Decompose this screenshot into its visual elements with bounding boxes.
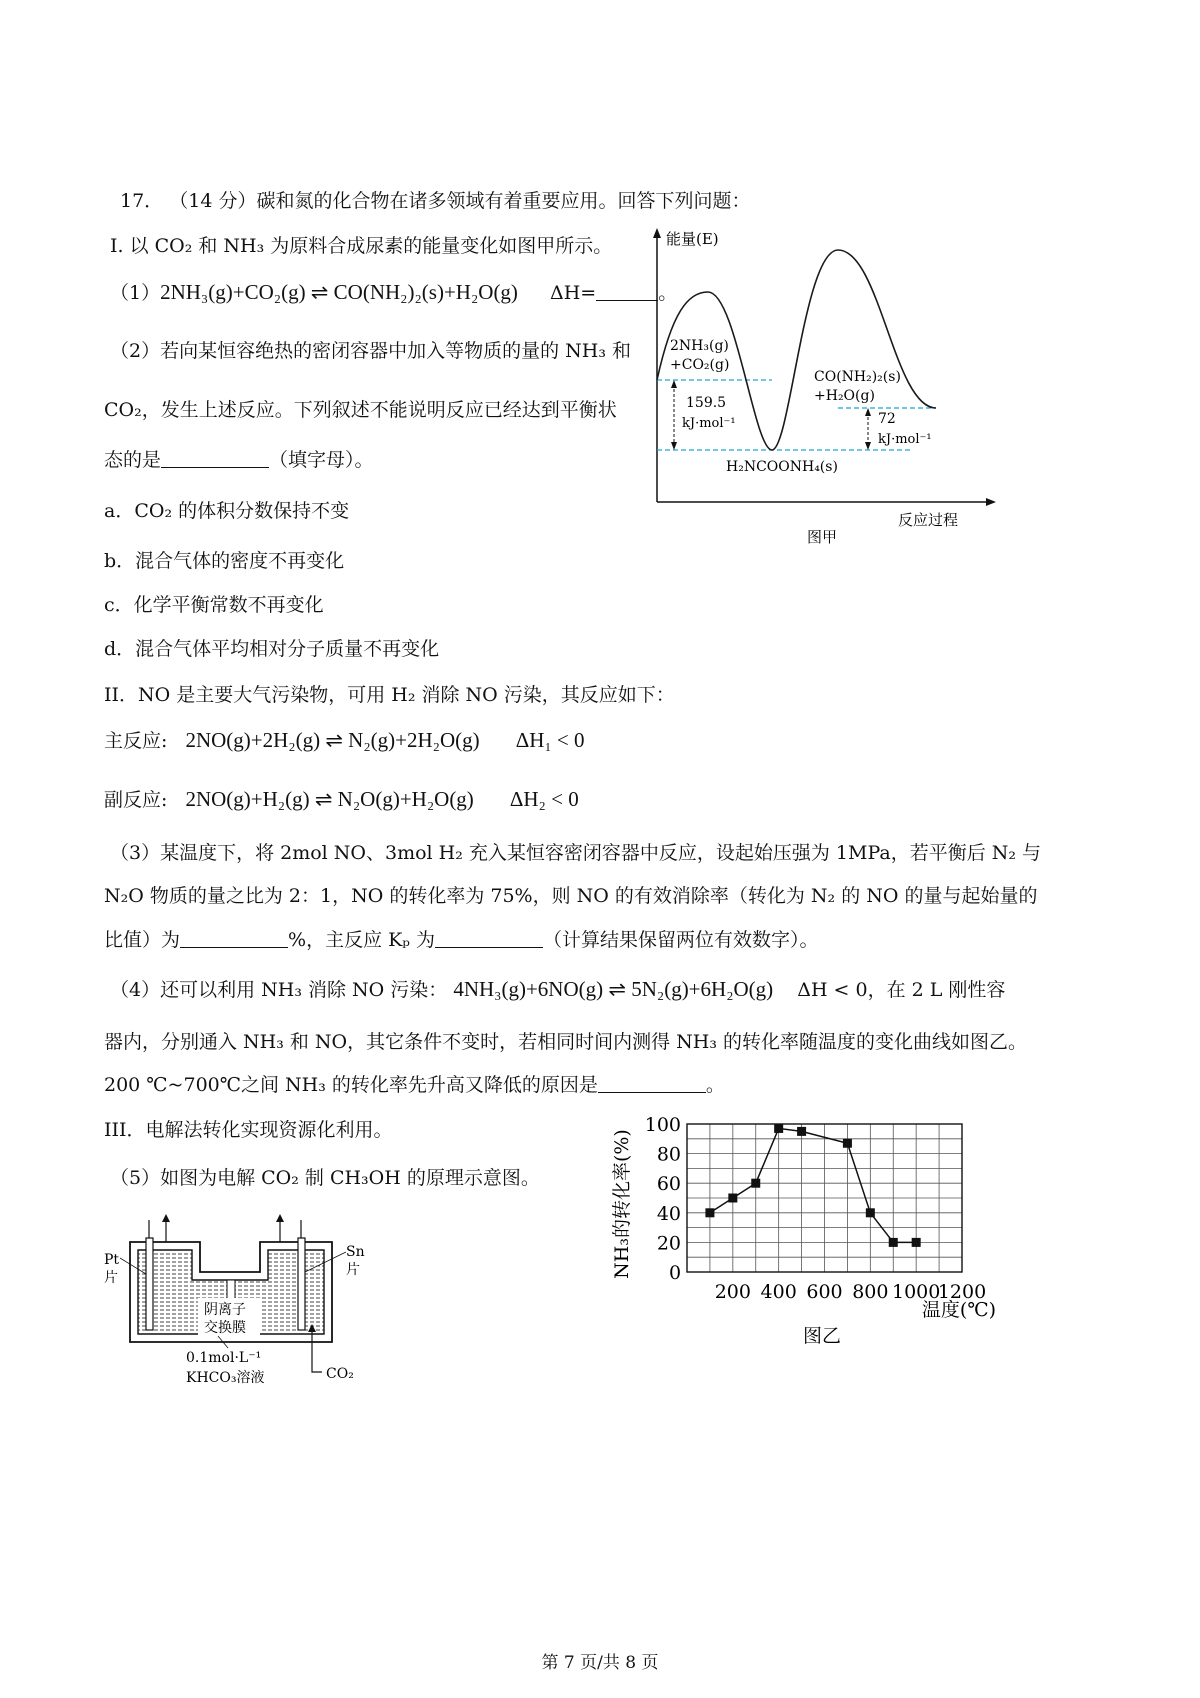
energy-y-arrow bbox=[653, 228, 661, 238]
chart-data-point bbox=[843, 1139, 852, 1148]
delta1-unit: kJ·mol⁻¹ bbox=[682, 416, 736, 431]
q4-answer-blank[interactable] bbox=[598, 1074, 706, 1093]
chart-x-tick-label: 200 bbox=[714, 1281, 751, 1303]
chart-x-tick-label: 600 bbox=[806, 1281, 843, 1303]
part3-title: III．电解法转化实现资源化利用。 bbox=[104, 1119, 393, 1141]
option-b: b．混合气体的密度不再变化 bbox=[104, 550, 345, 572]
chart-x-tick-label: 1000 bbox=[891, 1281, 941, 1303]
conversion-chart bbox=[610, 1108, 1010, 1348]
chart-data-point bbox=[751, 1179, 760, 1188]
option-d: d．混合气体平均相对分子质量不再变化 bbox=[104, 638, 440, 660]
co2-label: CO₂ bbox=[326, 1366, 354, 1382]
side-reaction-label: 副反应: bbox=[104, 789, 168, 811]
solution-label-2: KHCO₃溶液 bbox=[186, 1370, 265, 1386]
energy-y-label: 能量(E) bbox=[666, 230, 719, 248]
q3-answer-blank-2[interactable] bbox=[435, 929, 543, 948]
chart-y-tick-label: 20 bbox=[656, 1232, 681, 1255]
q4-line3-b: 。 bbox=[705, 1074, 725, 1096]
side-reaction-equation: 2NO(g)+H₂(g) ⇌ N₂O(g)+H₂O(g) bbox=[185, 787, 474, 811]
q4-line3-a: 200 ℃~700℃之间 NH₃ 的转化率先升高又降低的原因是 bbox=[104, 1074, 598, 1096]
membrane-label-2: 交换膜 bbox=[204, 1320, 246, 1336]
side-reaction-dh: ΔH₂ < 0 bbox=[509, 787, 579, 811]
question-title: （14 分）碳和氮的化合物在诸多领域有着重要应用。回答下列问题： bbox=[169, 190, 751, 212]
q2-line3-a: 态的是 bbox=[104, 449, 162, 471]
energy-caption: 图甲 bbox=[807, 528, 838, 546]
q2-line2: CO₂，发生上述反应。下列叙述不能说明反应已经达到平衡状 bbox=[104, 399, 617, 421]
q3-line1: （3）某温度下，将 2mol NO、3mol H₂ 充入某恒容密闭容器中反应，设起始压强为 1MPa，若平衡后 N₂ 与 bbox=[110, 842, 1042, 864]
chart-tick-labels bbox=[645, 1114, 986, 1303]
pt-electrode bbox=[146, 1238, 153, 1330]
q3-line2: N₂O 物质的量之比为 2：1，NO 的转化率为 75%，则 NO 的有效消除率（转化为 N₂ 的 NO 的量与起始量的 bbox=[104, 885, 1038, 907]
main-reaction-dh: ΔH₁ < 0 bbox=[515, 728, 585, 752]
q4-line1-b: ΔH < 0，在 2 L 刚性容 bbox=[797, 979, 1006, 1001]
part2-title: II．NO 是主要大气污染物，可用 H₂ 消除 NO 污染，其反应如下： bbox=[104, 684, 675, 706]
chart-y-tick-label: 80 bbox=[656, 1143, 681, 1166]
right-gas-arrow bbox=[276, 1214, 284, 1222]
chart-data-point bbox=[889, 1238, 898, 1247]
delta1-arrow-top bbox=[671, 380, 677, 388]
delta2-unit: kJ·mol⁻¹ bbox=[878, 432, 932, 447]
page-footer: 第 7 页/共 8 页 bbox=[541, 1653, 659, 1673]
chart-x-tick-label: 1200 bbox=[937, 1281, 987, 1303]
electrolysis-cell-diagram bbox=[100, 1212, 400, 1402]
q4-equation: 4NH₃(g)+6NO(g) ⇌ 5N₂(g)+6H₂O(g) bbox=[453, 977, 774, 1001]
delta1-arrow-bottom bbox=[671, 442, 677, 450]
chart-y-tick-label: 40 bbox=[656, 1202, 681, 1225]
chart-data-point bbox=[797, 1127, 806, 1136]
chart-data-point bbox=[866, 1208, 875, 1217]
option-a: a．CO₂ 的体积分数保持不变 bbox=[104, 500, 350, 522]
chart-grid bbox=[687, 1124, 962, 1272]
sn-label-1: Sn bbox=[346, 1244, 365, 1260]
part1-title: I. 以 CO₂ 和 NH₃ 为原料合成尿素的能量变化如图甲所示。 bbox=[110, 235, 613, 257]
q3-answer-blank-1[interactable] bbox=[180, 929, 288, 948]
products-label-2: +H₂O(g) bbox=[814, 388, 875, 404]
delta2-value: 72 bbox=[878, 411, 896, 427]
main-reaction bbox=[104, 726, 585, 753]
q4-line2: 器内，分别通入 NH₃ 和 NO，其它条件不变时，若相同时间内测得 NH₃ 的转化率随温度的变化曲线如图乙。 bbox=[104, 1031, 1028, 1053]
reactants-label-1: 2NH₃(g) bbox=[670, 338, 729, 354]
q3-line3-a: 比值）为 bbox=[104, 929, 181, 951]
side-reaction bbox=[104, 785, 579, 812]
delta1-value: 159.5 bbox=[686, 395, 727, 411]
chart-y-tick-label: 100 bbox=[644, 1114, 681, 1136]
q1-end: 。 bbox=[658, 282, 678, 304]
chart-x-tick-label: 800 bbox=[852, 1281, 889, 1303]
chart-data-point bbox=[728, 1194, 737, 1203]
q2-line3 bbox=[104, 445, 374, 472]
chart-data-point bbox=[705, 1208, 714, 1217]
sn-label-2: 片 bbox=[346, 1262, 360, 1278]
chart-x-label: 温度(℃) bbox=[921, 1299, 996, 1321]
left-gas-arrow bbox=[162, 1214, 170, 1222]
sn-electrode bbox=[298, 1238, 305, 1330]
chart-series-line bbox=[710, 1128, 916, 1242]
q1-prefix: （1） bbox=[110, 282, 161, 304]
q3-line3-b: %，主反应 Kₚ 为 bbox=[288, 929, 435, 951]
chart-x-tick-label: 400 bbox=[760, 1281, 797, 1303]
chart-data-point bbox=[774, 1124, 783, 1133]
reactants-label-2: +CO₂(g) bbox=[670, 357, 730, 373]
solution-label-1: 0.1mol·L⁻¹ bbox=[186, 1350, 262, 1366]
q1-dh-label: ΔH= bbox=[549, 282, 597, 304]
products-label-1: CO(NH₂)₂(s) bbox=[814, 369, 901, 385]
q5-line: （5）如图为电解 CO₂ 制 CH₃OH 的原理示意图。 bbox=[110, 1167, 540, 1189]
chart-y-label: NH₃的转化率(%) bbox=[611, 1129, 633, 1279]
pt-label-2: 片 bbox=[104, 1270, 118, 1286]
energy-x-arrow bbox=[986, 498, 996, 506]
q4-line1-a: （4）还可以利用 NH₃ 消除 NO 污染： bbox=[110, 979, 448, 1001]
q1-line bbox=[110, 278, 677, 305]
q4-line3 bbox=[104, 1070, 725, 1097]
membrane-label-1: 阴离子 bbox=[204, 1302, 246, 1318]
q3-line3-c: （计算结果保留两位有效数字）。 bbox=[542, 929, 819, 951]
energy-x-label: 反应过程 bbox=[898, 511, 959, 529]
delta2-arrow-top bbox=[865, 408, 871, 416]
q1-equation: 2NH₃(g)+CO₂(g) ⇌ CO(NH₂)₂(s)+H₂O(g) bbox=[160, 280, 518, 304]
q2-line3-b: （填字母）。 bbox=[269, 449, 374, 471]
q4-line1 bbox=[110, 975, 1005, 1002]
chart-y-tick-label: 60 bbox=[656, 1173, 681, 1196]
co2-inlet bbox=[312, 1330, 322, 1372]
question-header bbox=[120, 186, 750, 213]
delta2-arrow-bottom bbox=[865, 442, 871, 450]
question-number: 17． bbox=[120, 190, 164, 212]
pt-label-1: Pt bbox=[104, 1252, 120, 1268]
q2-line1: （2）若向某恒容绝热的密闭容器中加入等物质的量的 NH₃ 和 bbox=[110, 340, 631, 362]
chart-data-point bbox=[912, 1238, 921, 1247]
chart-caption: 图乙 bbox=[802, 1325, 842, 1347]
energy-diagram bbox=[640, 222, 1010, 552]
q3-line3 bbox=[104, 925, 818, 952]
q2-answer-blank[interactable] bbox=[161, 449, 269, 468]
chart-points bbox=[705, 1124, 920, 1247]
main-reaction-equation: 2NO(g)+2H₂(g) ⇌ N₂(g)+2H₂O(g) bbox=[185, 728, 480, 752]
chart-tick-label: 0 bbox=[668, 1262, 682, 1284]
intermediate-label: H₂NCOONH₄(s) bbox=[726, 459, 838, 475]
option-c: c．化学平衡常数不再变化 bbox=[104, 594, 324, 616]
main-reaction-label: 主反应: bbox=[104, 730, 168, 752]
